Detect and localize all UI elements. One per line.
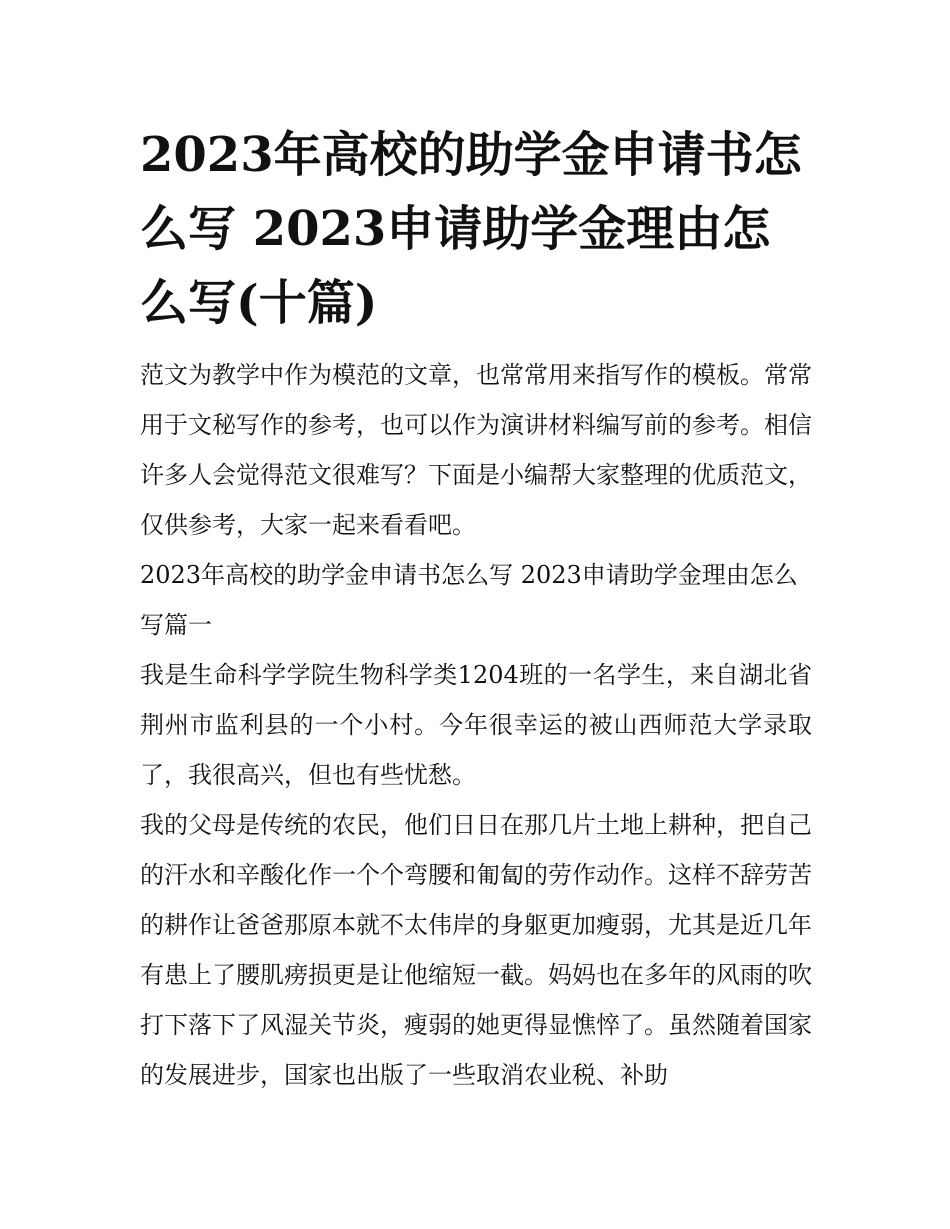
document-title: 2023年高校的助学金申请书怎么写 2023申请助学金理由怎么写(十篇) <box>140 127 802 331</box>
document-page <box>140 118 812 1100</box>
section-heading: 2023年高校的助学金申请书怎么写 2023申请助学金理由怎么写篇一 <box>140 561 798 639</box>
body-paragraph: 我是生命科学学院生物科学类1204班的一名学生，来自湖北省荆州市监利县的一个小村。今年很幸运的被山西师范大学录取了，我很高兴，但也有些忧愁。 <box>140 661 812 789</box>
intro-paragraph: 范文为教学中作为模范的文章，也常常用来指写作的模板。常常用于文秘写作的参考，也可以作为演讲材料编写前的参考。相信许多人会觉得范文很难写？下面是小编帮大家整理的优质范文，仅供参考，大家一起来看看吧。 <box>140 361 812 539</box>
body-paragraph: 我的父母是传统的农民，他们日日在那几片土地上耕种，把自己的汗水和辛酸化作一个个弯腰和匍匐的劳作动作。这样不辞劳苦的耕作让爸爸那原本就不太伟岸的身躯更加瘦弱，尤其是近几年有患上了腰肌痨损更是让他缩短一截。妈妈也在多年的风雨的吹打下落下了风湿关节炎，瘦弱的她更得显憔悴了。虽然随着国家的发展进步，国家也出版了一些取消农业税、补助 <box>140 811 812 1089</box>
